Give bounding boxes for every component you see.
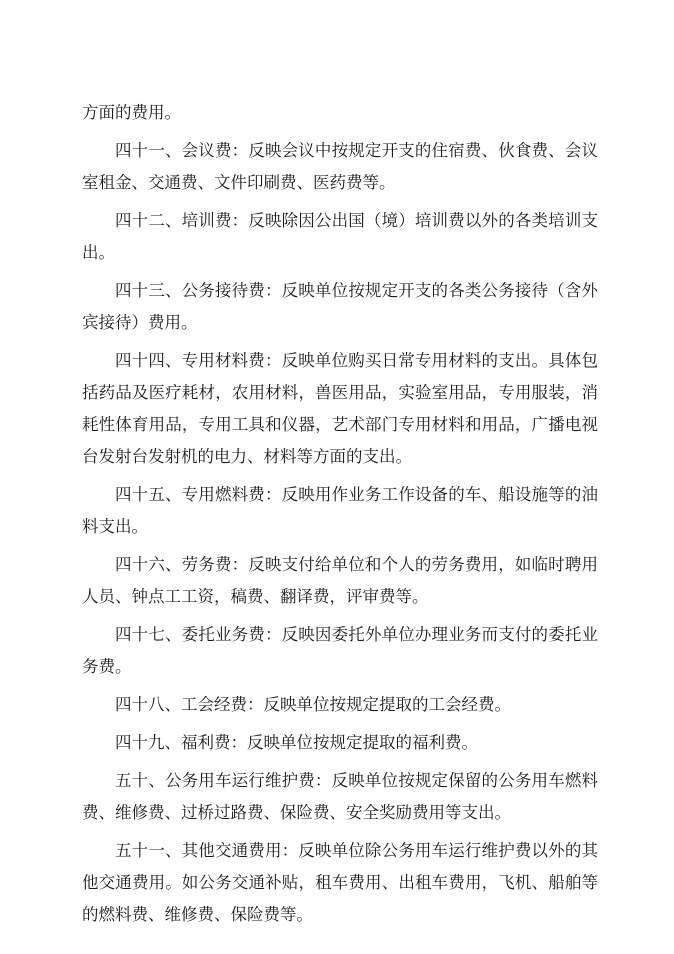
paragraph-49-welfare-fee: 四十九、福利费：反映单位按规定提取的福利费。 — [115, 733, 478, 752]
paragraph-43-reception-fee: 四十三、公务接待费：反映单位按规定开支的各类公务接待（含外宾接待）费用。 — [82, 281, 598, 332]
paragraph-51-other-transport: 五十一、其他交通费用：反映单位除公务用车运行维护费以外的其他交通费用。如公务交通补贴，租车费用、出租车费用，飞机、船舶等的燃料费、维修费、保险费等。 — [82, 841, 598, 924]
paragraph-continuation: 方面的费用。 — [82, 103, 181, 122]
paragraph-47-commission-fee: 四十七、委托业务费：反映因委托外单位办理业务而支付的委托业务费。 — [82, 625, 598, 676]
paragraph-44-special-materials: 四十四、专用材料费：反映单位购买日常专用材料的支出。具体包括药品及医疗耗材，农用材料，兽医用品，实验室用品，专用服装，消耗性体育用品，专用工具和仪器，艺术部门专用材料和用品，广播电视台发射台发射机的电力、材料等方面的支出。 — [82, 351, 598, 466]
paragraph-50-vehicle-maintenance: 五十、公务用车运行维护费：反映单位按规定保留的公务用车燃料费、维修费、过桥过路费、保险费、安全奖励费用等支出。 — [82, 771, 598, 822]
paragraph-46-labor-fee: 四十六、劳务费：反映支付给单位和个人的劳务费用，如临时聘用人员、钟点工工资，稿费、翻译费，评审费等。 — [82, 555, 598, 606]
document-body — [82, 97, 598, 937]
paragraph-48-union-fund: 四十八、工会经费：反映单位按规定提取的工会经费。 — [115, 695, 511, 714]
paragraph-41-meeting-fee: 四十一、会议费：反映会议中按规定开支的住宿费、伙食费、会议室租金、交通费、文件印刷费、医药费等。 — [82, 141, 598, 192]
paragraph-42-training-fee: 四十二、培训费：反映除因公出国（境）培训费以外的各类培训支出。 — [82, 211, 598, 262]
paragraph-45-special-fuel: 四十五、专用燃料费：反映用作业务工作设备的车、船设施等的油料支出。 — [82, 485, 598, 536]
